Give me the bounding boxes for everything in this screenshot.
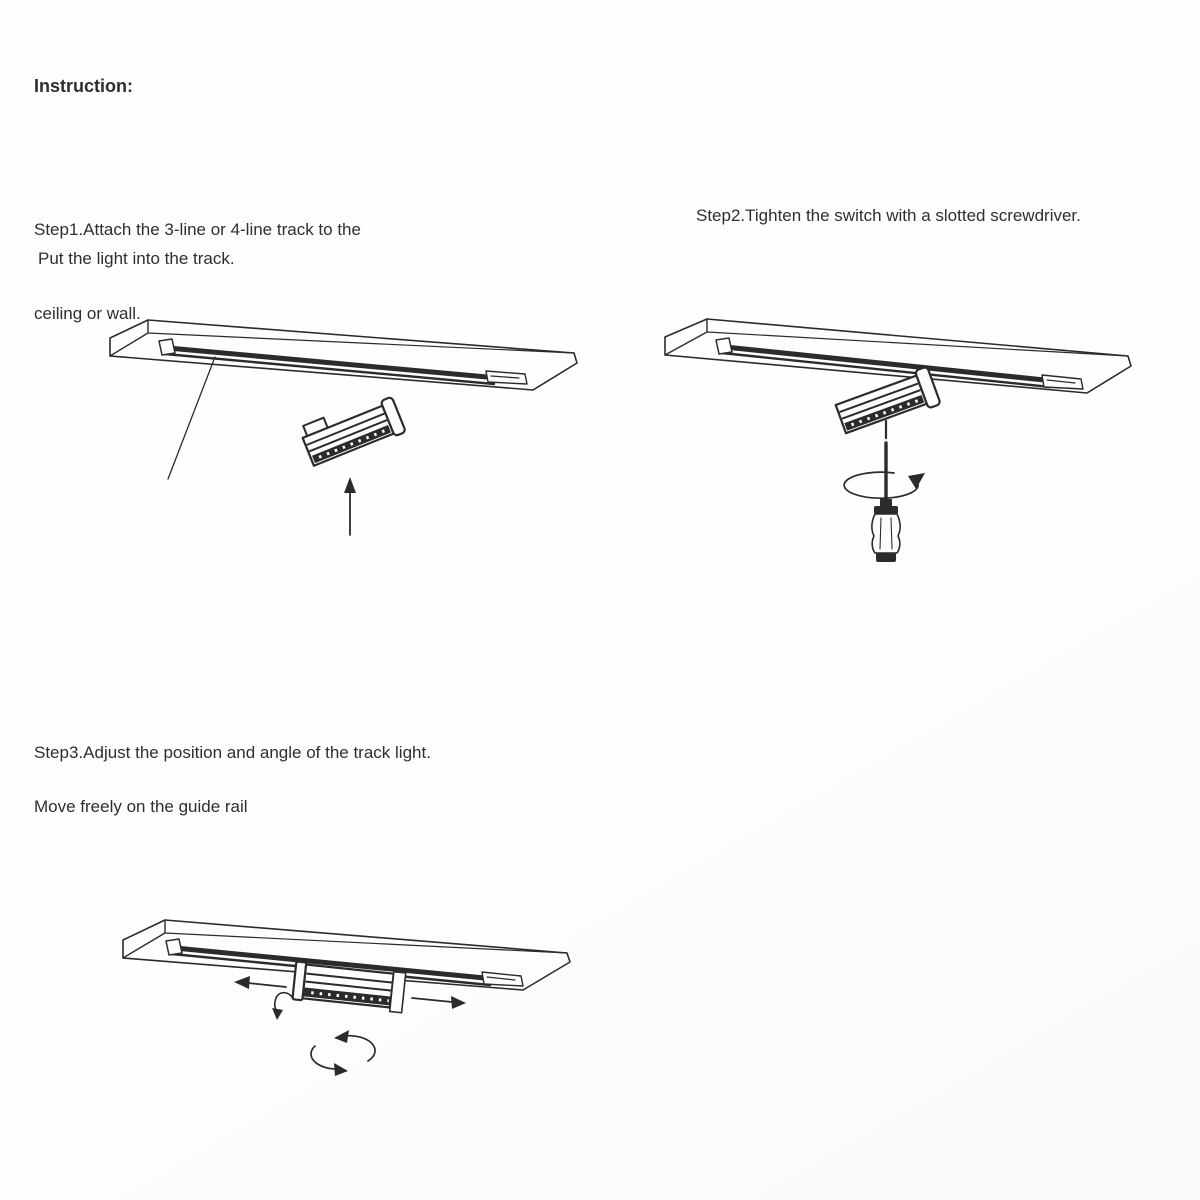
step2-diagram bbox=[650, 313, 1150, 565]
track-end-cap-left bbox=[716, 338, 732, 354]
step1-subtext: Put the light into the track. bbox=[38, 249, 235, 268]
step1-diagram bbox=[100, 303, 580, 548]
tilt-hook-arrow bbox=[272, 993, 293, 1020]
track-pointer-line bbox=[168, 357, 215, 479]
rotation-swirl-arrow bbox=[844, 472, 918, 498]
step1-heading-line1: Step1.Attach the 3-line or 4-line track to the bbox=[34, 220, 361, 239]
up-arrow bbox=[344, 477, 356, 535]
rotation-arrows bbox=[311, 1030, 375, 1076]
page-title: Instruction: bbox=[34, 76, 133, 96]
step3-heading: Step3.Adjust the position and angle of the track light. bbox=[34, 743, 431, 762]
track-light-drawing bbox=[834, 366, 941, 437]
slide-left-arrow bbox=[234, 976, 286, 989]
screwdriver-drawing bbox=[844, 421, 925, 562]
screwdriver-handle bbox=[872, 514, 900, 553]
slide-right-arrow bbox=[412, 996, 466, 1009]
step3-diagram bbox=[110, 903, 580, 1083]
step2-heading: Step2.Tighten the switch with a slotted screwdriver. bbox=[696, 206, 1081, 225]
step3-subtext: Move freely on the guide rail bbox=[34, 797, 248, 816]
track-end-cap-left bbox=[166, 939, 182, 955]
track-end-cap-left bbox=[159, 339, 175, 355]
step1-heading-line2: ceiling or wall. bbox=[34, 304, 141, 323]
screwdriver-collar bbox=[880, 499, 892, 506]
track-light-drawing bbox=[299, 391, 406, 469]
ceiling-rail-drawing bbox=[110, 320, 577, 479]
